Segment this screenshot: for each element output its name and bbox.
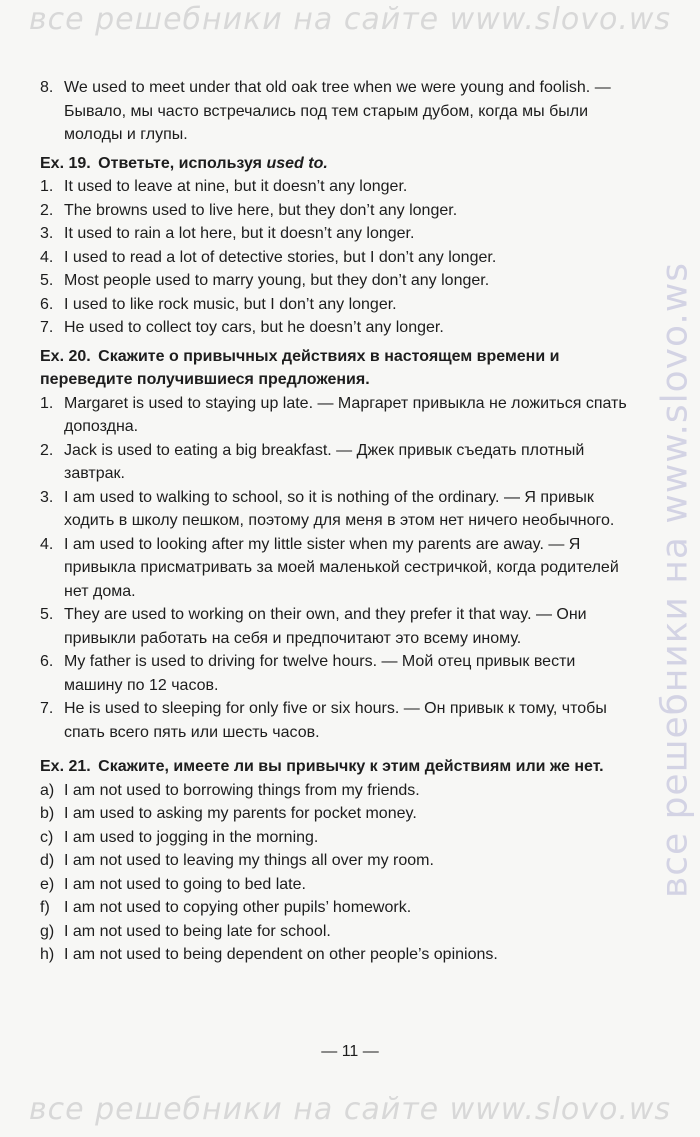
item-number: 2. bbox=[40, 441, 54, 459]
item-letter: g) bbox=[40, 922, 55, 940]
item-text: I am used to walking to school, so it is nothing of the ordinary. — Я привык ходить в школу пешком, поэтому для меня в этом нет ничего необычного. bbox=[64, 488, 615, 529]
list-item bbox=[40, 246, 630, 270]
list-item bbox=[40, 199, 630, 223]
list-item bbox=[40, 603, 630, 650]
list-item bbox=[40, 439, 630, 486]
item-text: I am used to jogging in the morning. bbox=[64, 828, 319, 846]
item-number: 3. bbox=[40, 488, 54, 506]
section-spacer bbox=[40, 744, 630, 750]
item-text: I am not used to leaving my things all over my room. bbox=[64, 852, 434, 869]
item-text: I am used to looking after my little sister when my parents are away. — Я привыкла присматривать за моей маленькой сестричкой, когда родителей нет дома. bbox=[64, 535, 619, 600]
item-number: 8. bbox=[40, 79, 54, 96]
item-number: 1. bbox=[40, 394, 54, 412]
list-item bbox=[40, 222, 630, 246]
exercise-title: Скажите о привычных действиях в настоящем времени и переведите получившиеся предложения. bbox=[40, 347, 560, 388]
list-item bbox=[40, 849, 630, 873]
item-number: 6. bbox=[40, 295, 54, 313]
list-item bbox=[40, 76, 630, 147]
item-number: 1. bbox=[40, 178, 54, 195]
page-number: — 11 — bbox=[321, 1043, 379, 1060]
item-number: 7. bbox=[40, 700, 54, 717]
item-text: It used to leave at nine, but it doesn’t any longer. bbox=[64, 178, 408, 195]
item-text: I am not used to being late for school. bbox=[64, 922, 331, 940]
list-item bbox=[40, 392, 630, 439]
list-item bbox=[40, 697, 630, 744]
item-number: 4. bbox=[40, 248, 54, 266]
item-text: They are used to working on their own, and they prefer it that way. — Они привыкли работать на себя и предпочитают это всему иному. bbox=[64, 606, 587, 647]
item-letter: c) bbox=[40, 828, 54, 846]
list-item bbox=[40, 175, 630, 199]
item-text: I used to read a lot of detective stories, but I don’t any longer. bbox=[64, 248, 497, 266]
item-number: 3. bbox=[40, 225, 54, 242]
watermark-bottom-banner: все решебники на сайте www.slovo.ws bbox=[28, 1092, 672, 1127]
item-text: Jack is used to eating a big breakfast. — Джек привык съедать плотный завтрак. bbox=[64, 441, 585, 482]
list-item bbox=[40, 802, 630, 826]
list-item bbox=[40, 316, 630, 340]
exercise-title: Скажите, имеете ли вы привычку к этим действиям или же нет. bbox=[98, 758, 604, 775]
list-item bbox=[40, 533, 630, 604]
item-letter: d) bbox=[40, 852, 55, 869]
item-text: He used to collect toy cars, but he doesn’t any longer. bbox=[64, 319, 444, 336]
list-item bbox=[40, 293, 630, 317]
exercise-20-list bbox=[40, 392, 630, 745]
item-number: 7. bbox=[40, 319, 54, 336]
item-text: My father is used to driving for twelve hours. — Мой отец привык вести машину по 12 часов. bbox=[64, 653, 576, 694]
list-item bbox=[40, 269, 630, 293]
item-text: Margaret is used to staying up late. — Маргарет привыкла не ложиться спать допоздна. bbox=[64, 394, 627, 435]
item-text: Most people used to marry young, but they don’t any longer. bbox=[64, 272, 490, 289]
list-item bbox=[40, 779, 630, 803]
item-text: The browns used to live here, but they don’t any longer. bbox=[64, 201, 458, 219]
item-number: 4. bbox=[40, 535, 54, 553]
item-number: 2. bbox=[40, 201, 54, 219]
exercise-label: Ex. 19. bbox=[40, 154, 91, 172]
exercise-title-emphasis: used to. bbox=[266, 154, 328, 172]
exercise-19-list bbox=[40, 175, 630, 340]
watermark-side-text: все решебники на www.slovo.ws bbox=[654, 261, 696, 899]
item-text: I am not used to copying other pupils’ homework. bbox=[64, 899, 412, 916]
page-content bbox=[40, 76, 630, 967]
item-text: It used to rain a lot here, but it doesn’t any longer. bbox=[64, 225, 415, 242]
list-item bbox=[40, 486, 630, 533]
exercise-21-list bbox=[40, 779, 630, 967]
list-item bbox=[40, 873, 630, 897]
item-letter: f) bbox=[40, 899, 50, 916]
item-letter: b) bbox=[40, 805, 55, 822]
list-item bbox=[40, 943, 630, 967]
item-text: I am used to asking my parents for pocket money. bbox=[64, 805, 417, 822]
exercise-20-heading bbox=[40, 345, 630, 392]
item-letter: a) bbox=[40, 781, 55, 799]
item-text: I used to like rock music, but I don’t any longer. bbox=[64, 295, 397, 313]
item-text: He is used to sleeping for only five or six hours. — Он привык к тому, чтобы спать всего пять или шесть часов. bbox=[64, 700, 607, 741]
item-letter: h) bbox=[40, 946, 55, 963]
item-number: 6. bbox=[40, 653, 54, 670]
exercise-label: Ex. 20. bbox=[40, 347, 91, 365]
exercise-label: Ex. 21. bbox=[40, 758, 91, 775]
list-item bbox=[40, 826, 630, 850]
watermark-top-banner: все решебники на сайте www.slovo.ws bbox=[28, 2, 672, 37]
exercise-title: Ответьте, используя bbox=[98, 154, 262, 172]
item-letter: e) bbox=[40, 875, 55, 893]
exercise-21-heading bbox=[40, 755, 630, 779]
item-text: I am not used to borrowing things from my friends. bbox=[64, 781, 420, 799]
item-text: We used to meet under that old oak tree when we were young and foolish. — Бывало, мы часто встречались под тем старым дубом, когда мы были молоды и глупы. bbox=[64, 79, 611, 143]
list-item bbox=[40, 650, 630, 697]
item-text: I am not used to being dependent on other people’s opinions. bbox=[64, 946, 498, 963]
item-number: 5. bbox=[40, 272, 54, 289]
item-text: I am not used to going to bed late. bbox=[64, 875, 306, 893]
list-item bbox=[40, 920, 630, 944]
list-item bbox=[40, 896, 630, 920]
item-number: 5. bbox=[40, 606, 54, 623]
exercise-19-heading bbox=[40, 152, 630, 176]
